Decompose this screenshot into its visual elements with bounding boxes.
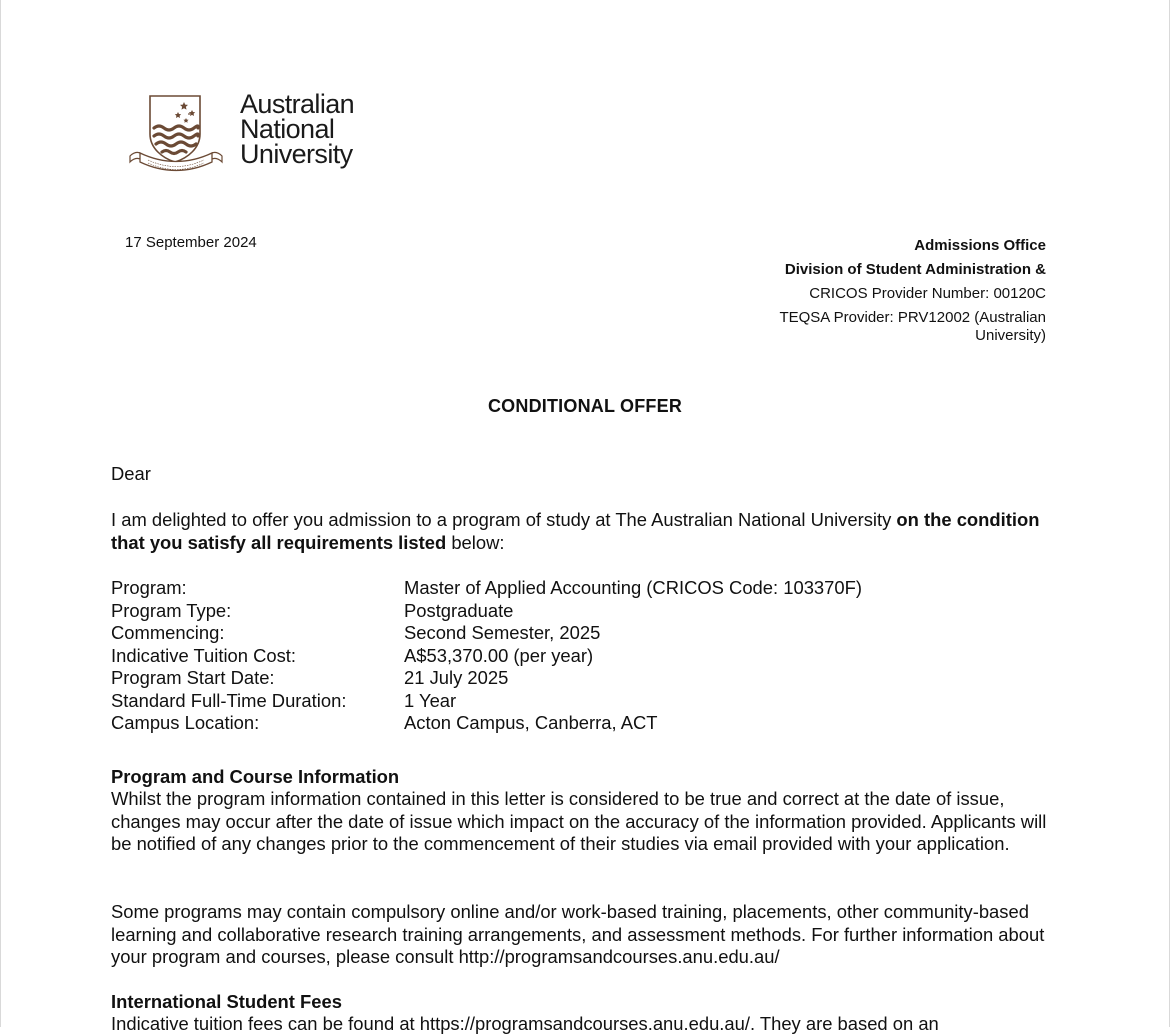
detail-label-start-date: Program Start Date: (111, 667, 275, 688)
program-info-paragraph-2: Some programs may contain compulsory online and/or work-based training, placements, other community-based learning and collaborative research training arrangements, and assessment methods. For further information about your program and courses, please consult http://programsandcourses.anu.edu.au/ (111, 901, 1045, 967)
detail-label-commencing: Commencing: (111, 622, 225, 643)
office-line-1: Admissions Office (914, 237, 1046, 254)
letter-date: 17 September 2024 (125, 234, 257, 251)
detail-label-duration: Standard Full-Time Duration: (111, 689, 347, 711)
office-line-4: TEQSA Provider: PRV12002 (Australian (779, 309, 1046, 326)
intro-text-1: I am delighted to offer you admission to a program of study at The Australian National University (111, 509, 897, 530)
detail-row (111, 645, 862, 668)
detail-row (111, 690, 862, 713)
fees-paragraph-1: Indicative tuition fees can be found at https://programsandcourses.anu.edu.au/. They are based on an (111, 1013, 939, 1034)
university-wordmark (240, 89, 355, 169)
intro-text-2: below: (446, 531, 505, 553)
detail-value-program: Master of Applied Accounting (CRICOS Code: 103370F) (404, 577, 862, 598)
program-info-heading: Program and Course Information (111, 766, 400, 787)
university-logo (126, 88, 376, 180)
office-line-3: CRICOS Provider Number: 00120C (809, 285, 1046, 302)
fees-heading: International Student Fees (111, 991, 342, 1012)
detail-label-program-type: Program Type: (111, 599, 232, 621)
wordmark-line-1: Australian (240, 89, 355, 119)
office-line-2: Division of Student Administration & (784, 261, 1046, 278)
wordmark-line-2: National (240, 114, 335, 144)
program-info-paragraph-1: Whilst the program information contained in this letter is considered to be true and correct at the date of issue, changes may occur after the date of issue which impact on the accuracy of the information provided. Applicants will be notified of any changes prior to the commencement of their studies via email provided with your application. (111, 788, 1047, 854)
detail-value-tuition: A$53,370.00 (per year) (404, 644, 594, 666)
office-line-4-wrap (779, 309, 1046, 345)
office-line-5: University) (975, 327, 1046, 344)
detail-row (111, 622, 862, 645)
detail-row (111, 712, 862, 735)
detail-label-tuition: Indicative Tuition Cost: (111, 644, 297, 666)
letter-title: CONDITIONAL OFFER (487, 396, 683, 416)
anu-crest-icon (126, 90, 226, 178)
detail-value-campus: Acton Campus, Canberra, ACT (404, 712, 658, 733)
program-details-table (111, 577, 862, 735)
intro-paragraph (111, 509, 1061, 554)
detail-row (111, 600, 862, 623)
detail-value-start-date: 21 July 2025 (404, 667, 509, 688)
detail-value-commencing: Second Semester, 2025 (404, 622, 601, 643)
detail-label-campus: Campus Location: (111, 712, 260, 733)
salutation: Dear (111, 463, 151, 484)
office-address-block (779, 234, 1046, 345)
detail-row (111, 667, 862, 690)
detail-label-program: Program: (111, 577, 187, 598)
detail-value-duration: 1 Year (404, 689, 457, 711)
detail-value-program-type: Postgraduate (404, 599, 514, 621)
intro-condition-bold: on the condition that you satisfy all requirements listed (111, 509, 1040, 553)
wordmark-line-3: University (240, 139, 353, 169)
detail-row (111, 577, 862, 600)
